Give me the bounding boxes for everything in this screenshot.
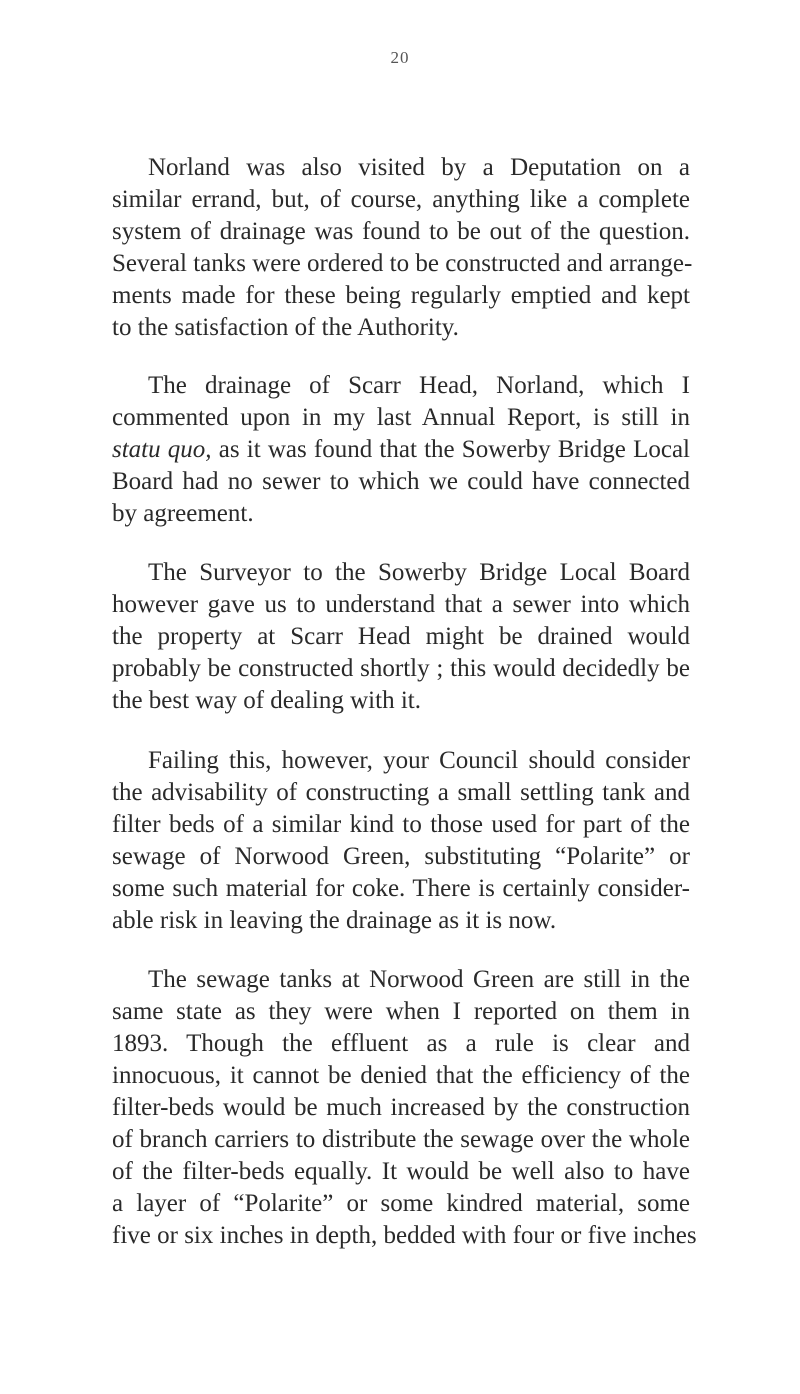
text-line: able risk in leaving the drainage as it is now. bbox=[112, 907, 557, 934]
text-line: The sewage tanks at Norwood Green are still in the bbox=[148, 966, 690, 993]
text-line: the advisability of constructing a small settling tank and bbox=[112, 779, 690, 806]
text-line: Board had no sewer to which we could have connected bbox=[112, 468, 690, 495]
text-line: the best way of dealing with it. bbox=[112, 687, 421, 714]
text-line: five or six inches in depth, bedded with four or five inches bbox=[112, 1222, 697, 1249]
text-line: Failing this, however, your Council should consider bbox=[148, 747, 690, 774]
text-line: 1893. Though the effluent as a rule is clear and bbox=[112, 1030, 690, 1057]
text-line: probably be constructed shortly ; this would decidedly be bbox=[112, 655, 690, 682]
italic-phrase: statu quo, bbox=[112, 436, 212, 463]
text-line: filter beds of a similar kind to those used for part of the bbox=[112, 811, 690, 838]
text-span: as it was found that the Sowerby Bridge Local bbox=[218, 436, 690, 463]
text-line: some such material for coke. There is certainly consider- bbox=[112, 875, 690, 902]
page-number: 20 bbox=[390, 48, 410, 67]
text-line: by agreement. bbox=[112, 500, 254, 527]
text-line: sewage of Norwood Green, substituting “Polarite” or bbox=[112, 843, 690, 870]
text-line: The Surveyor to the Sowerby Bridge Local Board bbox=[148, 559, 690, 586]
text-line: The drainage of Scarr Head, Norland, which I bbox=[148, 372, 690, 399]
text-line bbox=[112, 434, 690, 466]
text-line: system of drainage was found to be out of the question. bbox=[112, 218, 690, 245]
text-line: Norland was also visited by a Deputation on a bbox=[148, 154, 690, 181]
text-line: similar errand, but, of course, anything like a complete bbox=[112, 186, 690, 213]
text-line: to the satisfaction of the Authority. bbox=[112, 314, 459, 341]
text-line: ments made for these being regularly emptied and kept bbox=[112, 282, 690, 309]
text-line: commented upon in my last Annual Report, is still in bbox=[112, 404, 690, 431]
text-line: however gave us to understand that a sewer into which bbox=[112, 591, 690, 618]
text-line: innocuous, it cannot be denied that the efficiency of the bbox=[112, 1062, 690, 1089]
text-line: the property at Scarr Head might be drained would bbox=[112, 623, 690, 650]
text-line: Several tanks were ordered to be constructed and arrange- bbox=[112, 250, 693, 277]
text-line: filter-beds would be much increased by the construction bbox=[112, 1094, 690, 1121]
text-line: a layer of “Polarite” or some kindred material, some bbox=[112, 1190, 690, 1217]
text-line: same state as they were when I reported on them in bbox=[112, 998, 690, 1025]
text-line: of branch carriers to distribute the sewage over the whole bbox=[112, 1126, 690, 1153]
text-line: of the filter-beds equally. It would be well also to have bbox=[112, 1158, 690, 1185]
